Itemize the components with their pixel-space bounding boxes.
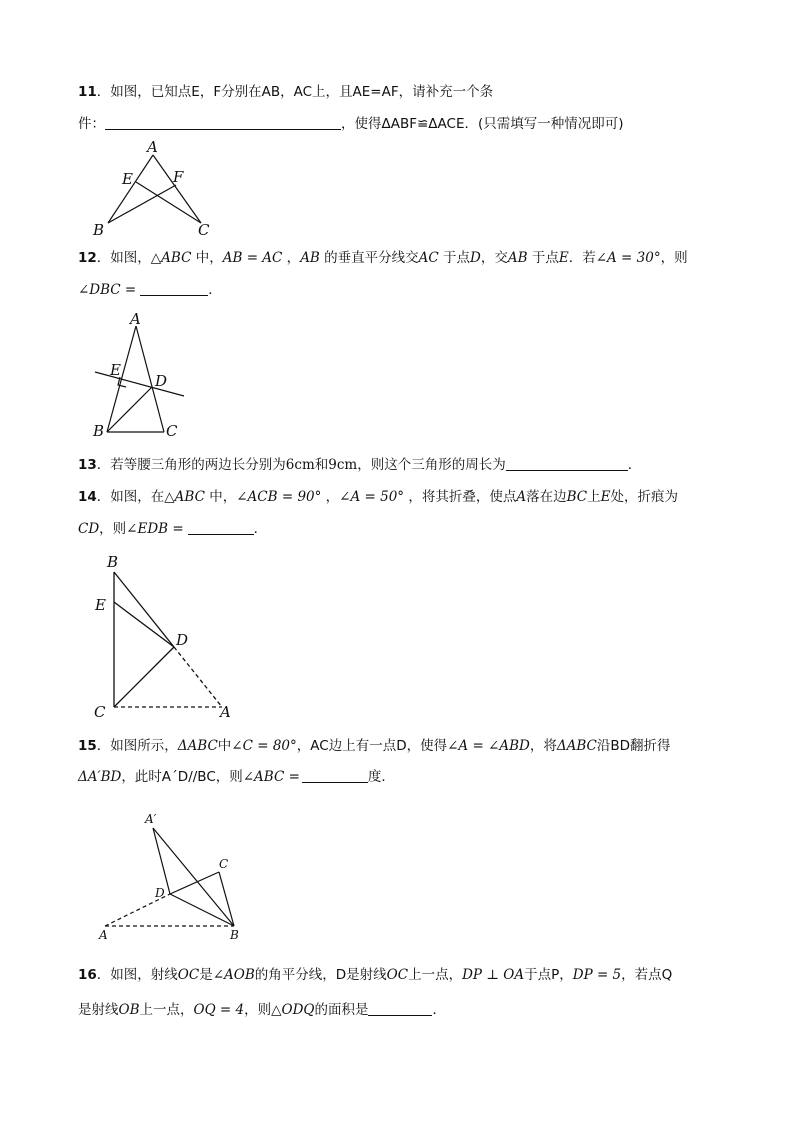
q12-line2: ∠DBC = ． [78,282,222,298]
q11-line2: 件： ，使得ΔABF≌ΔACE．(只需填写一种情况即可) [78,116,624,132]
q11-label-b: B [93,221,105,239]
q14-line1: 14．如图，在△ABC 中，∠ACB = 90° ，∠A = 50° ，将其折叠，使点A落在边BC上E处，折痕为 [78,489,678,505]
q12-label-e: E [110,361,121,379]
q12-figure [88,308,198,443]
q11-label-e: E [122,170,133,188]
q11-figure [85,135,225,240]
q12-label-d: D [155,372,168,390]
q14-label-a: A [220,703,231,721]
q15-label-b: B [230,928,239,942]
q15-answer-blank[interactable] [302,768,368,783]
q16-line1: 16．如图，射线OC是∠AOB的角平分线，D是射线OC上一点，DP ⊥ OA于点P，DP = 5，若点Q [78,967,673,983]
q15-label-a: A [99,928,108,942]
q14-label-d: D [176,631,189,649]
q15-figure [95,808,255,943]
q11-line1: 11．如图，已知点E，F分别在AB，AC上，且AE=AF，请补充一个条 [78,84,494,100]
q12-label-b: B [93,422,105,440]
q11-number: 11 [78,84,97,100]
q14-line2: CD，则∠EDB = ． [78,521,268,537]
q11-label-c: C [198,221,210,239]
q14-label-b: B [107,553,119,571]
q15-line2: ΔA′BD，此时A´D//BC，则∠ABC = 度． [78,769,395,785]
q15-label-a-prime: A′ [145,812,157,826]
q12-label-a: A [130,310,141,328]
q15-line1: 15．如图所示，ΔABC中∠C = 80°，AC边上有一点D，使得∠A = ∠ABD，将ΔABC沿BD翻折得 [78,738,671,754]
q13-line: 13．若等腰三角形的两边长分别为6cm和9cm，则这个三角形的周长为 ． [78,457,642,473]
q15-label-d: D [155,886,165,900]
q11-label-a: A [147,138,158,156]
q12-label-c: C [166,422,178,440]
q11-answer-blank[interactable] [105,115,341,130]
q11-label-f: F [173,168,184,186]
q16-line2: 是射线OB上一点，OQ = 4，则△ODQ的面积是 ． [78,1002,446,1018]
q12-line1: 12．如图，△ABC 中，AB = AC ，AB 的垂直平分线交AC 于点D，交AB 于点E．若∠A = 30°，则 [78,250,688,266]
q15-label-c: C [219,857,229,871]
q14-figure [90,550,250,725]
q16-answer-blank[interactable] [368,1001,432,1016]
q14-answer-blank[interactable] [188,520,254,535]
q13-answer-blank[interactable] [506,456,628,471]
q12-answer-blank[interactable] [140,281,208,296]
q14-label-c: C [94,703,106,721]
q14-label-e: E [95,596,106,614]
